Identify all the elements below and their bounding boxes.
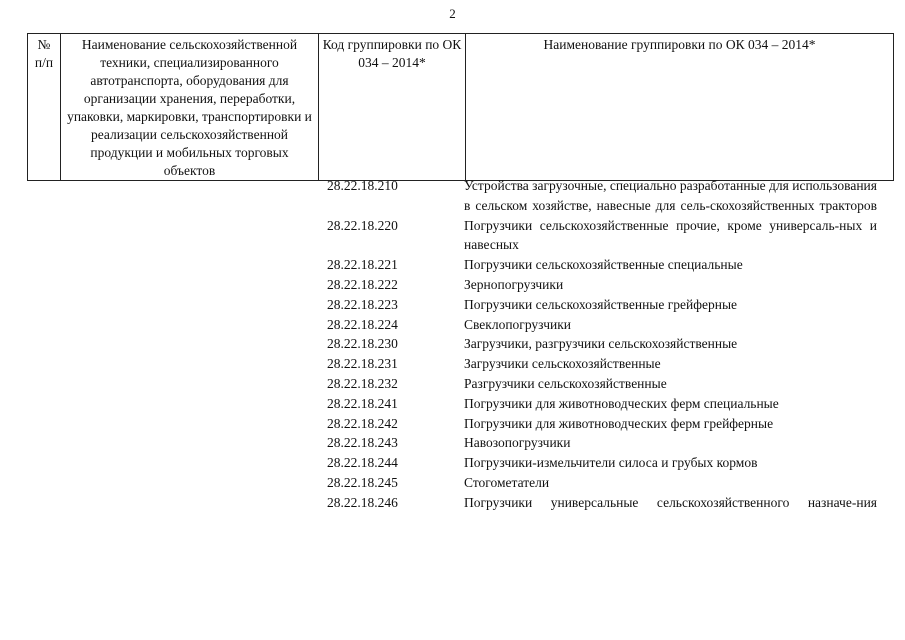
- group-name: Погрузчики сельскохозяйственные специальные: [464, 257, 743, 273]
- table-row: [0, 394, 905, 414]
- group-code: 28.22.18.244: [327, 455, 398, 471]
- group-code: 28.22.18.242: [327, 415, 398, 431]
- group-code: 28.22.18.246: [327, 494, 398, 510]
- table-row: [0, 414, 905, 434]
- table-row: [0, 295, 905, 315]
- table-body: [0, 176, 905, 513]
- table-row: [0, 315, 905, 335]
- header-col-group-name: Наименование группировки по ОК 034 – 2014*: [466, 34, 894, 181]
- group-code: 28.22.18.231: [327, 356, 398, 372]
- group-name: Загрузчики, разгрузчики сельскохозяйственные: [464, 336, 738, 352]
- group-code: 28.22.18.220: [327, 217, 398, 233]
- group-code: 28.22.18.210: [327, 178, 398, 193]
- group-name: Разгрузчики сельскохозяйственные: [464, 375, 667, 391]
- group-code: 28.22.18.232: [327, 375, 398, 391]
- group-code: 28.22.18.221: [327, 257, 398, 273]
- table-row: [0, 275, 905, 295]
- group-name: Погрузчики для животноводческих ферм грейферные: [464, 415, 774, 431]
- header-col-equipment: Наименование сельскохозяйственной техники, специализированного автотранспорта, оборудования для организации хранения, переработки, упаковки, маркировки, транспортировки и реализации сельскохозяйственной продукции и мобильных торговых объектов: [61, 34, 319, 181]
- group-name: Свеклопогрузчики: [464, 316, 572, 332]
- group-name: Стогометатели: [464, 474, 550, 490]
- table-row: [0, 354, 905, 374]
- table-row: [0, 334, 905, 354]
- group-name: Устройства загрузочные, специально разработанные для использования в сельском хозяйстве, навесные для сель-скохозяйственных тракторов: [464, 178, 877, 213]
- table-row: [0, 374, 905, 394]
- group-name: Погрузчики-измельчители силоса и грубых кормов: [464, 455, 758, 471]
- table-row: [0, 473, 905, 493]
- group-code: 28.22.18.223: [327, 296, 398, 312]
- table-row: [0, 176, 905, 216]
- table-row: [0, 216, 905, 256]
- header-col-number: № п/п: [28, 34, 61, 181]
- group-name: Погрузчики для животноводческих ферм специальные: [464, 395, 779, 411]
- group-code: 28.22.18.230: [327, 336, 398, 352]
- table-row: [0, 493, 905, 513]
- group-code: 28.22.18.245: [327, 474, 398, 490]
- table-row: [0, 453, 905, 473]
- group-code: 28.22.18.224: [327, 316, 398, 332]
- group-name: Навозопогрузчики: [464, 435, 571, 451]
- group-code: 28.22.18.241: [327, 395, 398, 411]
- table-row: [0, 433, 905, 453]
- group-name: Загрузчики сельскохозяйственные: [464, 356, 661, 372]
- group-name: Погрузчики сельскохозяйственные прочие, кроме универсаль-ных и навесных: [464, 217, 877, 253]
- group-code: 28.22.18.222: [327, 276, 398, 292]
- header-col-code: Код группировки по ОК 034 – 2014*: [319, 34, 466, 181]
- group-name: Зернопогрузчики: [464, 276, 564, 292]
- group-name: Погрузчики универсальные сельскохозяйственного назначе-ния: [464, 494, 877, 510]
- group-code: 28.22.18.243: [327, 435, 398, 451]
- group-name: Погрузчики сельскохозяйственные грейферные: [464, 296, 738, 312]
- page-number: 2: [449, 6, 456, 21]
- table-header: [27, 33, 894, 181]
- table-row: [0, 255, 905, 275]
